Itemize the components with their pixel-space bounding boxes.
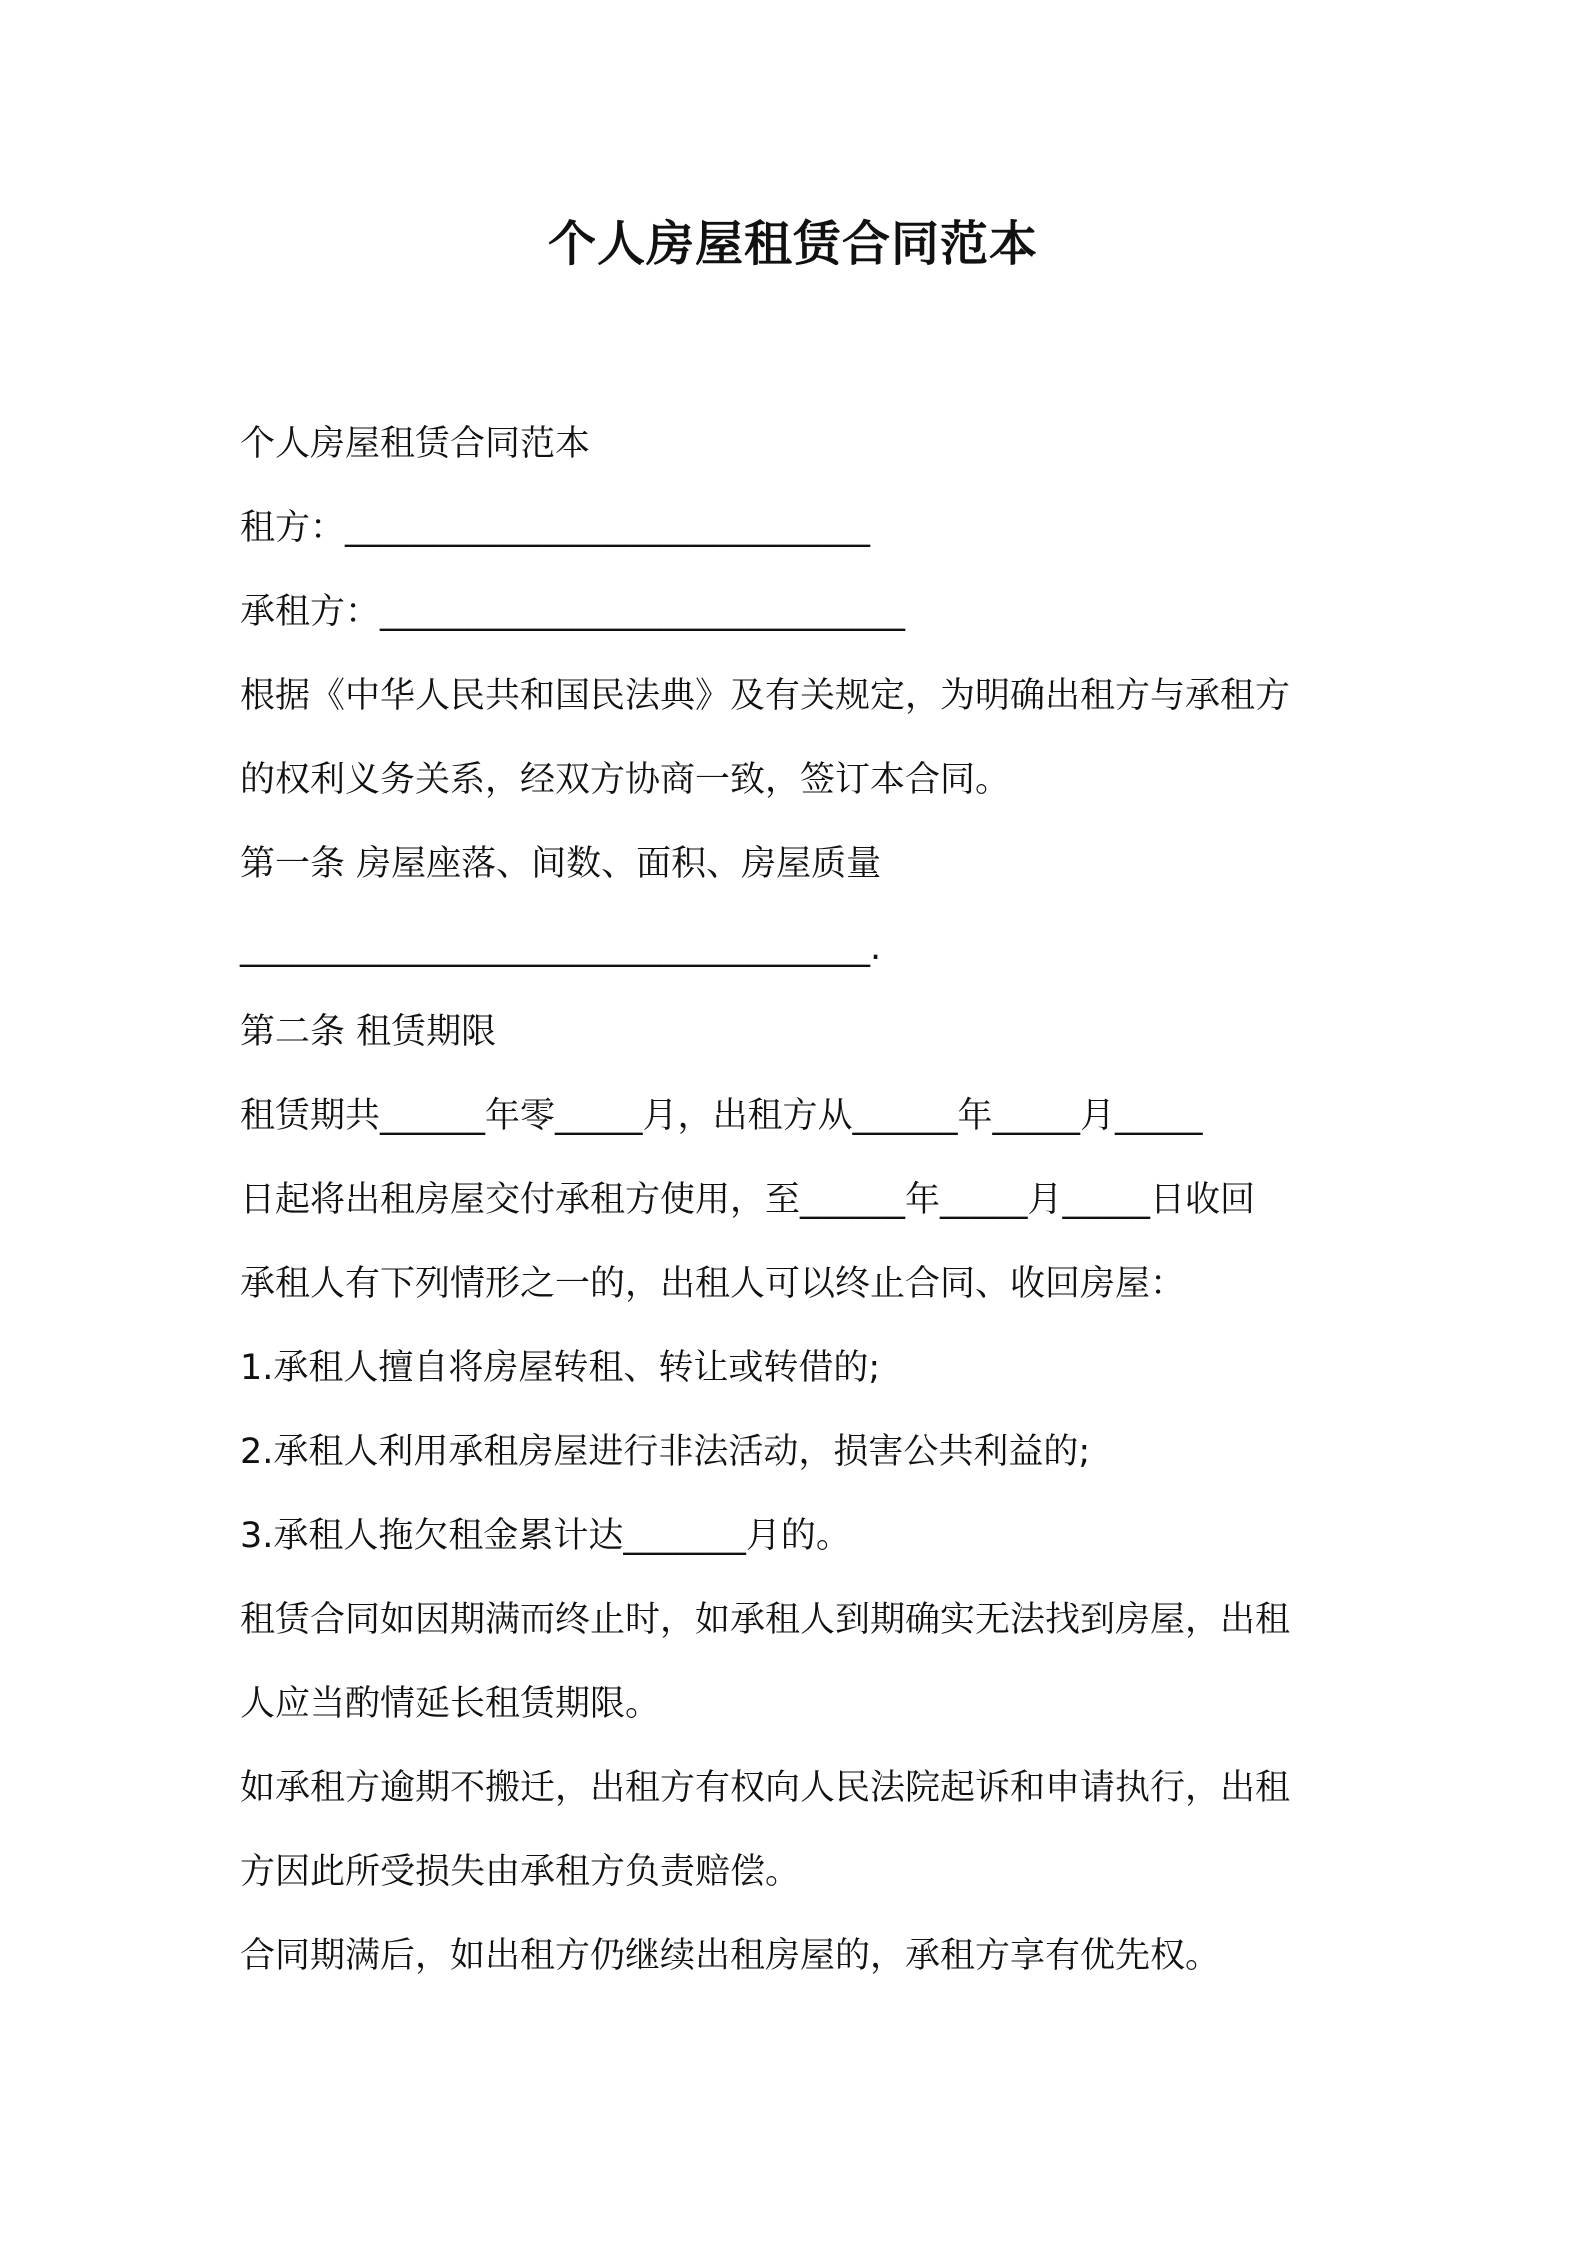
- priority-line: 合同期满后，如出租方仍继续出租房屋的，承租方享有优先权。: [240, 1936, 1221, 1976]
- lessor-line: 租方：______________________________: [240, 508, 871, 548]
- article-1-heading: 第一条 房屋座落、间数、面积、房屋质量: [240, 844, 882, 884]
- lessee-line: 承租方：______________________________: [240, 592, 906, 632]
- overdue-line-1: 如承租方逾期不搬迁，出租方有权向人民法院起诉和申请执行，出租: [240, 1768, 1291, 1808]
- article-2-heading: 第二条 租赁期限: [240, 1012, 497, 1052]
- preamble-line-1: 根据《中华人民共和国民法典》及有关规定，为明确出租方与承租方: [240, 676, 1291, 716]
- term-line-1: 租赁期共______年零_____月，出租方从______年_____月_____: [240, 1096, 1203, 1136]
- document-body: [240, 402, 1360, 1998]
- article-1-blank: ____________________________________.: [240, 928, 882, 968]
- termination-item-2: 2.承租人利用承租房屋进行非法活动，损害公共利益的;: [240, 1432, 1091, 1472]
- body-heading: 个人房屋租赁合同范本: [240, 424, 591, 464]
- preamble-line-2: 的权利义务关系，经双方协商一致，签订本合同。: [240, 760, 1011, 800]
- termination-item-1: 1.承租人擅自将房屋转租、转让或转借的;: [240, 1348, 881, 1388]
- overdue-line-2: 方因此所受损失由承租方负责赔偿。: [240, 1852, 801, 1892]
- term-line-2: 日起将出租房屋交付承租方使用，至______年_____月_____日收回: [240, 1180, 1256, 1220]
- expiry-line-2: 人应当酌情延长租赁期限。: [240, 1684, 661, 1724]
- termination-intro: 承租人有下列情形之一的，出租人可以终止合同、收回房屋：: [240, 1264, 1186, 1304]
- expiry-line-1: 租赁合同如因期满而终止时，如承租人到期确实无法找到房屋，出租: [240, 1600, 1291, 1640]
- document-title: 个人房屋租赁合同范本: [547, 216, 1038, 272]
- termination-item-3: 3.承租人拖欠租金累计达_______月的。: [240, 1516, 851, 1556]
